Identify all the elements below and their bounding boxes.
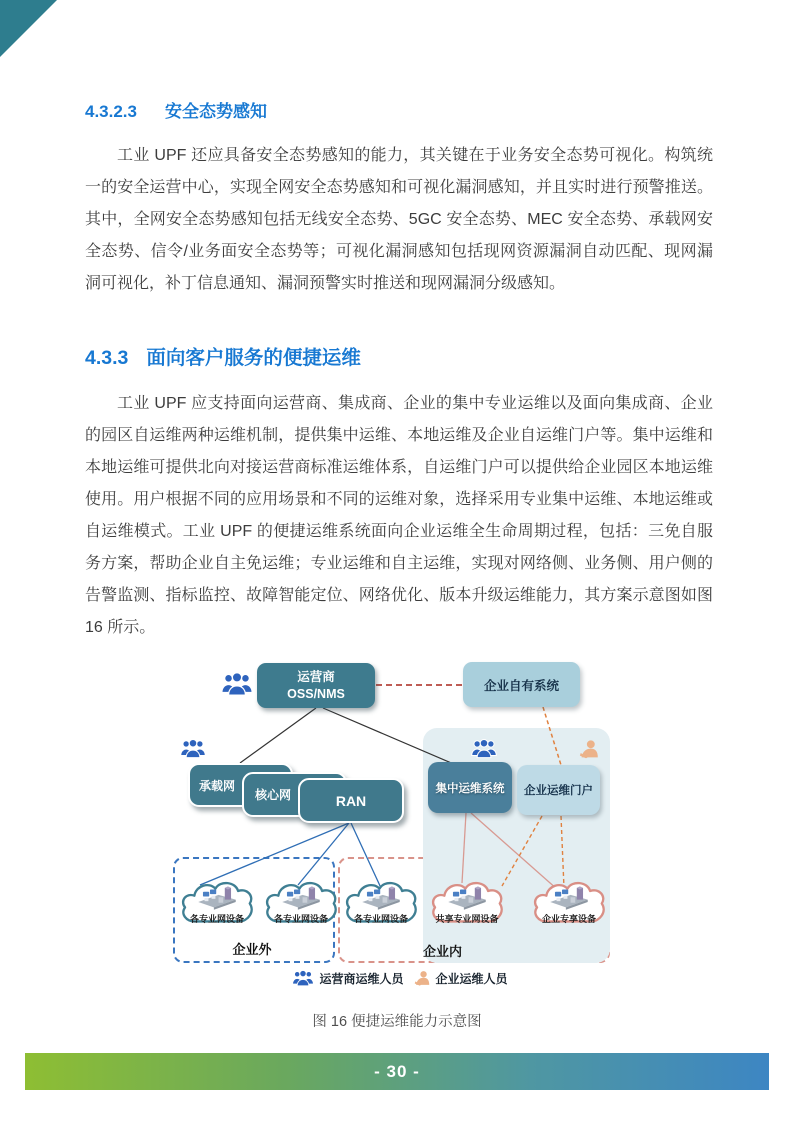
cloud-label: 各专业网设备 <box>353 914 408 924</box>
legend-label: 企业运维人员 <box>435 972 508 986</box>
legend-label: 运营商运维人员 <box>319 972 404 986</box>
node-operator-oss-nms <box>257 663 375 708</box>
section-title: 面向客户服务的便捷运维 <box>146 347 361 369</box>
legend-item-operator <box>292 969 403 988</box>
device-cloud <box>530 876 608 934</box>
section-title: 安全态势感知 <box>165 102 267 121</box>
node-enterprise-om-portal: 企业运维门户 <box>517 765 600 815</box>
device-cloud <box>428 876 506 934</box>
cloud-label: 各专业网设备 <box>273 914 328 924</box>
figure-caption: 图 16 便捷运维能力示意图 <box>312 1014 482 1030</box>
enterprise-person-icon <box>414 970 431 987</box>
operator-group-icon <box>180 738 206 760</box>
section-heading-4-3-2-3 <box>85 97 267 122</box>
body-paragraph: 工业 UPF 还应具备安全态势感知的能力，其关键在于业务安全态势可视化。构筑统一的安全运营中心，实现全网安全态势感知和可视化漏洞感知，并且实时进行预警推送。其中，全网安全态势感知包括无线安全态势、5GC 安全态势、MEC 安全态势、承载网安全态势、信令/业务面安全态势等；可视化漏洞感知包括现网资源漏洞自动匹配、现网漏洞可视化，补丁信息通知、漏洞预警实时推送和现网漏洞分级感知。 <box>85 147 713 292</box>
corner-triangle-decoration <box>0 0 57 57</box>
node-core-network: 核心网 <box>242 772 347 817</box>
device-cloud <box>178 876 256 934</box>
node-ran: RAN <box>298 778 404 823</box>
node-label-line2: OSS/NMS <box>287 686 345 701</box>
node-central-om-system: 集中运维系统 <box>428 762 512 813</box>
figure-16-diagram <box>165 655 635 1005</box>
node-enterprise-own-system: 企业自有系统 <box>463 662 580 707</box>
enterprise-person-icon <box>579 739 600 760</box>
section-heading-4-3-3 <box>85 342 361 370</box>
section-number: 4.3.3 <box>85 347 129 369</box>
legend-item-enterprise <box>414 970 508 987</box>
operator-group-icon <box>471 738 497 760</box>
figure-legend <box>165 969 635 988</box>
device-cloud <box>342 876 420 934</box>
zone-label-outside: 企业外 <box>232 942 272 957</box>
section-number: 4.3.2.3 <box>85 102 137 121</box>
zone-label-inside: 企业内 <box>423 944 463 959</box>
page-footer <box>25 1053 769 1090</box>
cloud-label: 各专业网设备 <box>189 914 244 924</box>
operator-group-icon <box>221 671 253 698</box>
operator-group-icon <box>292 969 314 988</box>
device-cloud <box>262 876 340 934</box>
cloud-label: 企业专享设备 <box>541 914 596 924</box>
page-number: - 30 - <box>374 1061 420 1081</box>
body-paragraph: 工业 UPF 应支持面向运营商、集成商、企业的集中专业运维以及面向集成商、企业的园区自运维两种运维机制，提供集中运维、本地运维及企业自运维门户等。集中运维和本地运维可提供北向对接运营商标准运维体系，自运维门户可以提供给企业园区本地运维使用。用户根据不同的应用场景和不同的运维对象，选择采用专业集中运维、本地运维或自运维模式。工业 UPF 的便捷运维系统面向企业运维全生命周期过程，包括：三免自服务方案，帮助企业自主免运维；专业运维和自主运维，实现对网络侧、业务侧、用户侧的告警监测、指标监控、故障智能定位、网络优化、版本升级运维能力，其方案示意图如图 16 所示。 <box>85 395 713 636</box>
node-bearer-network: 承载网 <box>188 763 293 807</box>
node-label-line1: 运营商 <box>297 669 335 684</box>
cloud-label: 共享专业网设备 <box>435 914 499 924</box>
